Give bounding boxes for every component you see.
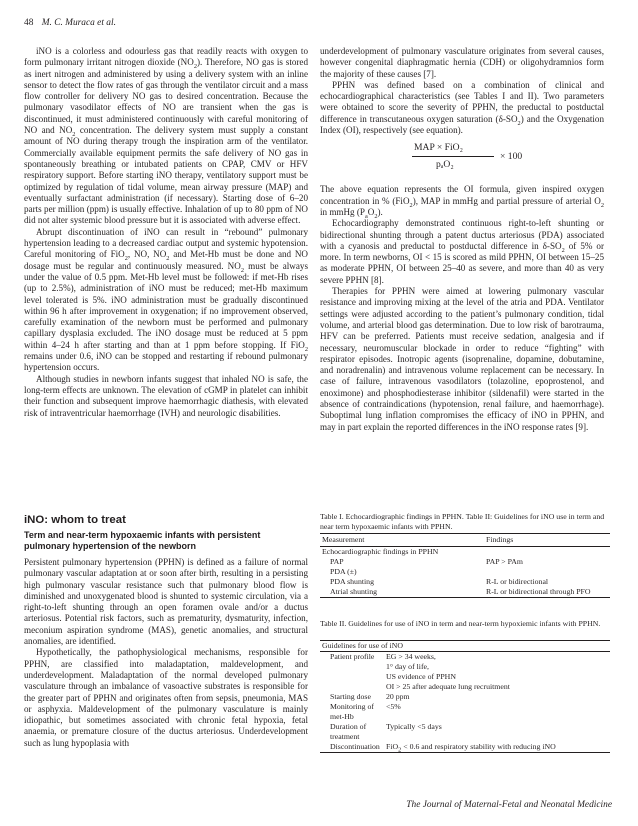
table2-caption: Table II. Guidelines for use of iNO in term and near-term hypoxiemic infants with PPHN.	[320, 619, 601, 628]
table-row: Discontinuation FiO$_2$ < 0.6 and respiratory stability with reducing iNO	[320, 742, 610, 753]
paragraph: iNO is a colorless and odourless gas that readily reacts with oxygen to form pulmonary irritant nitrogen dioxide $(NO_2)$. Therefore, NO gas is stored as inert nitrogen and administered by using a delivery system with an inline sensor to detect the flow rates of gas through the ventilator circuit and a mass flow controller for delivery NO gas to desired concentration. Because the pulmonary vasodilator effects of NO are transient when the gas is discontinued, it must administered continuously with careful monitoring of NO and $NO_2$ concentration. The delivery system must supply a constant amount of NO during therapy trough the inspiration arm of the ventilator. Commercially available equipment permits the safe delivery of NO gas in spontaneously breathing or intubated patients on CPAP, CMV or HFV respiratory support. Before starting iNO therapy, ventilatory support must be optimized by regulation of tidal volume, mean airway pressure (MAP) and eventually surfactant administration (if necessary). Starting dose of 6–20 parts per million (ppm) is usually effective. Inhalation of up to 80 ppm of NO did not alter systemic blood pressure but it is associated with adverse effect.	[24, 46, 309, 226]
paragraph: Persistent pulmonary hypertension (PPHN) is defined as a failure of normal pulmonary vascular adaptation at or soon after birth, resulting in a persisting high pulmonary vascular resistance such that pulmonary blood flow is diminished and unoxygenated blood is shunted to systemic circulation, via a right-to-left shunting through an open foramen ovale and/or a ductus arteriosus. Potential risk factors, such as prematurity, dysmaturity, infection, meconium aspiration syndrome (MAS), genetic anomalies, and structural anomalies, are identified.	[24, 557, 308, 647]
table1-caption: Table I. Echocardiographic findings in PPHN. Table II: Guidelines for iNO use in term and near term hypoxaemic infants with PPHN.	[320, 512, 605, 531]
table-group-label: Echocardiographic findings in PPHN	[322, 547, 439, 556]
equation-numerator: MAP × FiO₂	[414, 142, 463, 154]
table-row: PDA shunting R-L or bidirectional	[330, 577, 549, 586]
table2	[320, 640, 610, 753]
left-column-top	[24, 46, 308, 419]
paragraph: The above equation represents the OI formula, given inspired oxygen concentration in % (FiO$_2$), MAP in mmHg and partial pressure of arterial $O_2$ in mmHg $(P_aO_2)$.	[320, 184, 605, 220]
header-authors: M. C. Muraca et al.	[41, 18, 116, 28]
paragraph: Hypothetically, the pathophysiological mechanisms, responsible for PPHN, are classified into maladaptation, maldevelopment, and underdevelopment. Maladaptation of the normal developed pulmonary vasculature through an imbalance of vasoactive substrates is responsible for the greater part of PPHN and originates often from sepsis, pneumonia, MAS or asphyxia. Maldevelopment of the pulmonary vasculature is mainly idiopathic, but sometimes associated with chronic fetal hypoxia, fetal anaemia, or premature closure of the ductus arteriosus. Underdevelopment such as lung hypoplasia with	[24, 647, 308, 748]
right-column	[320, 46, 604, 433]
table-header: Guidelines for use of iNO	[320, 641, 610, 652]
subsection-title: Term and near-term hypoxaemic infants with persistent pulmonary hypertension of the newborn	[24, 530, 261, 552]
table-row: Patient profile EG > 34 weeks,	[330, 652, 436, 661]
paragraph: Therapies for PPHN were aimed at lowering pulmonary vascular resistance and improving mixing at the level of the atria and PDA. Ventilator settings were adjusted according to the patient’s pulmonary condition, tidal volume, and arterial blood gas determination. Due to low risk of barotrauma, HFV can be preferred. Patients must receive sedation, analgesia and if necessary, neuromuscular blockade in order to reduce “fighting” with respirator episodes. Inotropic agents (isoprenaline, dopamine, dobutamine, and noradrenalin) and intravenous volume replacement can be necessary. In case of failure, intravenous vasodilators (tolazoline, epoprostenol, and enoximone) and phosphodiesterase inhibitor (sildenafil) were started in the absence of contraindications (hypotension, renal failure, and haemorrhage). Suboptimal lung inflation compromises the efficacy of iNO in PPHN, and may in part explain the reported differences in the iNO response rates [9].	[320, 286, 604, 432]
page-number: 48	[24, 18, 34, 28]
equation-denominator: pₐO₂	[436, 159, 454, 171]
paragraph: PPHN was defined based on a combination of clinical and echocardiographical characteristics (see Tables I and II). Two parameters were obtained to score the severity of PPHN, the preductal to postductal difference in transcutaneous oxygen saturation $(\delta-SO_2)$ and the Oxygenation Index (OI), respectively (see equation).	[320, 79, 605, 136]
table-row: Monitoring of met-Hb <5%	[330, 702, 401, 721]
running-header	[24, 18, 116, 28]
table-row: OI > 25 after adequate lung recruitment	[386, 682, 510, 691]
paragraph: Abrupt discontinuation of iNO can result in “rebound” pulmonary hypertension leading to a decreased cardiac output and systemic hypotension. Careful monitoring of FiO$_2$, NO, $NO_2$ and Met-Hb must be done and NO dosage must be regular and continuously measured. $NO_2$ must be always under the value of 0.5 ppm. Met-Hb level must be followed: if met-Hb rises (up to 2.5%), administration of iNO must be reduced; met-Hb maximum level tolerated is 5%. iNO administration must be gradually discontinued within 96 h after improvement in oxygenation; if no improvement observed, carefully examination of the newborn must be performed and pulmonary capillary dysplasia excluded. The iNO dosage must be reduced at 5 ppm within 4–24 h after starting and than at 1 ppm before stopping. If FiO$_2$ remains under 0.6, iNO can be stopped and restarting if rebound pulmonary hypertension occurs.	[24, 226, 309, 373]
table-row: PDA (±)	[330, 567, 357, 576]
table-row: Duration of treatment Typically <5 days	[330, 722, 442, 741]
journal-footer: The Journal of Maternal-Fetal and Neonatal Medicine	[406, 800, 612, 810]
paragraph: Although studies in newborn infants suggest that inhaled NO is safe, the long-term effects are unknown. The elevation of cGMP in platelet can inhibit their function and subsequent improve haemorrhagic diathesis, with elevated risk of intraventricular haemorrhage (IVH) and neurologic disabilities.	[24, 373, 308, 418]
table-row: 1° day of life,	[386, 662, 429, 671]
table-row: Starting dose 20 ppm	[330, 692, 410, 701]
paragraph: Echocardiography demonstrated continuous right-to-left shunting or bidirectional shunting through a patent ductus arteriosus (PDA) associated with a cyanosis and preductal to postductal difference in $\delta-SO_2$ of 5% or more. In term newborns, OI < 15 is scored as mild PPHN, OI between 15–25 as moderate PPHN, OI between 25–40 as severe, and more than 40 as very severe PPHN [8].	[320, 218, 605, 285]
table-row: PAP PAP > PAm	[330, 557, 523, 566]
table-header: Measurement	[320, 534, 484, 547]
table-row: US evidence of PPHN	[386, 672, 456, 681]
section-title: iNO: whom to treat	[24, 514, 126, 526]
table-header: Findings	[484, 534, 610, 547]
equation-multiplier: × 100	[500, 151, 523, 163]
fraction-bar	[412, 156, 494, 157]
paragraph: underdevelopment of pulmonary vasculature originates from several causes, however congenital diaphragmatic hernia (CDH) or oligohydramnios form the majority of these causes [7].	[320, 46, 604, 79]
left-column-bottom	[24, 557, 308, 749]
table1	[320, 533, 610, 598]
oi-equation	[320, 142, 604, 176]
table-row: Atrial shunting R-L or bidirectional through PFO	[320, 587, 610, 598]
